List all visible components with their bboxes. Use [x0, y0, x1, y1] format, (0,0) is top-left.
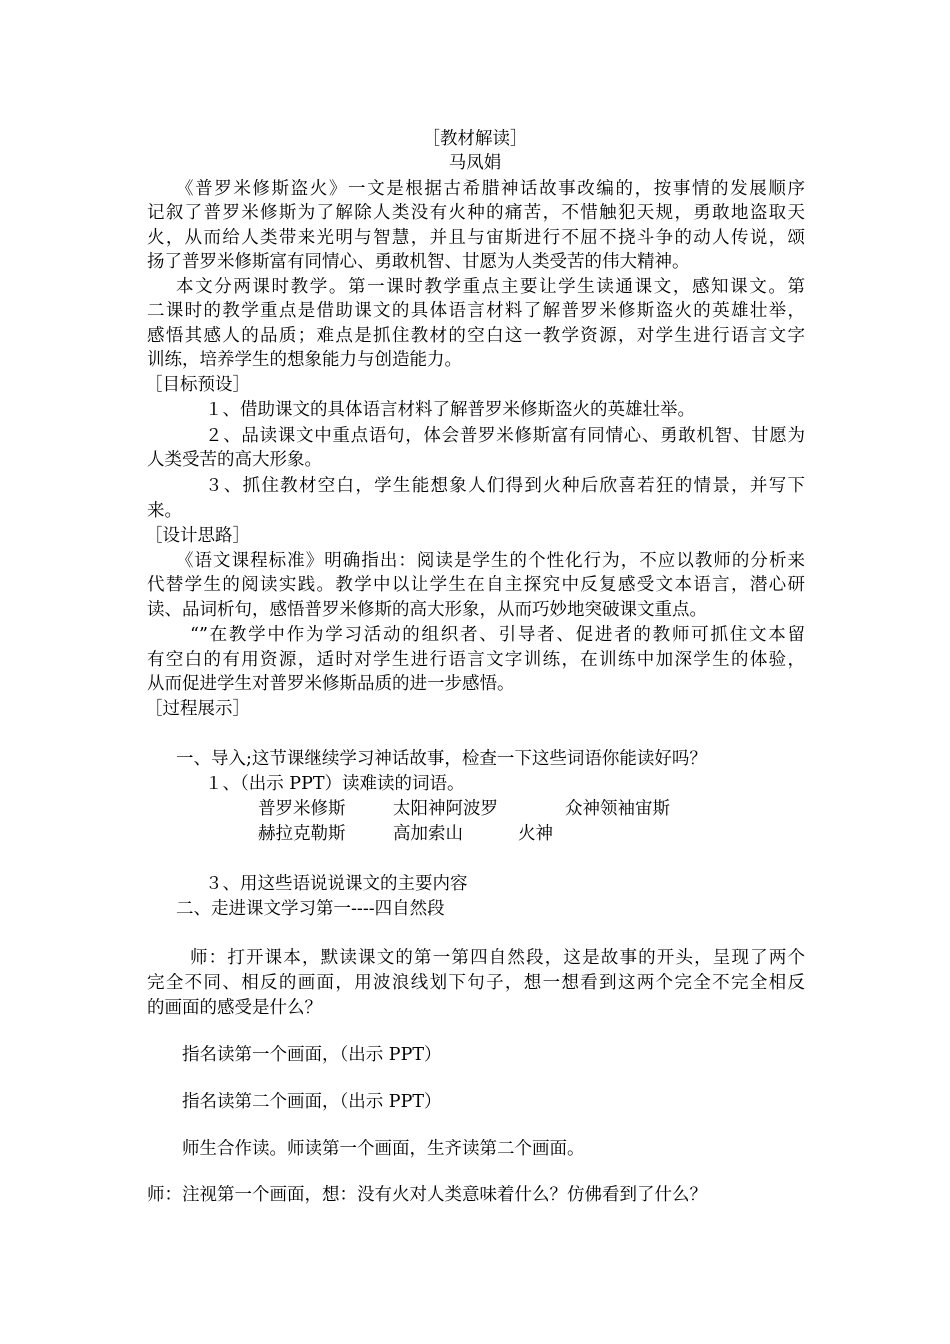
- design-p1-line3: 读、品词析句，感悟普罗米修斯的高大形象，从而巧妙地突破课文重点。: [147, 600, 707, 620]
- intro-p2-line4: 训练，培养学生的想象能力与创造能力。: [147, 350, 462, 370]
- teacher-prompt-1-line2: 完全不同、相反的画面，用波浪线划下句子，想一想看到这两个完全不完全相反: [147, 973, 805, 993]
- intro-p1-line2: 记叙了普罗米修斯为了解除人类没有火种的痛苦，不惜触犯天规，勇敢地盗取天: [147, 203, 805, 223]
- vocab-word: 众神领袖宙斯: [565, 799, 670, 819]
- goal-2-line1: ２、品读课文中重点语句，体会普罗米修斯富有同情心、勇敢机智、甘愿为: [205, 426, 805, 446]
- process-step-1-3: ３、用这些语说说课文的主要内容: [205, 874, 468, 894]
- process-step-2: 二、走进课文学习第一----四自然段: [176, 899, 445, 919]
- intro-p1-line3: 火，从而给人类带来光明与智慧，并且与宙斯进行不屈不挠斗争的动人传说，颂: [147, 228, 805, 248]
- goals-heading: ［目标预设］: [145, 375, 250, 395]
- design-p1-line1: 《语文课程标准》明确指出：阅读是学生的个性化行为，不应以教师的分析来: [176, 551, 805, 571]
- process-step-1: 一、导入;这节课继续学习神话故事，检查一下这些词语你能读好吗？: [176, 749, 707, 769]
- intro-p1-line4: 扬了普罗米修斯富有同情心、勇敢机智、甘愿为人类受苦的伟大精神。: [147, 252, 690, 272]
- vocab-word: 普罗米修斯: [258, 799, 346, 819]
- reading-instruction-3: 师生合作读。师读第一个画面，生齐读第二个画面。: [182, 1139, 585, 1159]
- teacher-prompt-1-line1: 师：打开课本，默读课文的第一第四自然段，这是故事的开头，呈现了两个: [190, 948, 805, 968]
- teacher-prompt-1-line3: 的画面的感受是什么？: [147, 998, 322, 1018]
- design-p2-line3: 从而促进学生对普罗米修斯品质的进一步感悟。: [147, 674, 515, 694]
- intro-p2-line1: 本文分两课时教学。第一课时教学重点主要让学生读通课文，感知课文。第: [176, 277, 805, 297]
- vocab-word: 高加索山: [393, 824, 463, 844]
- intro-p2-line3: 感悟其感人的品质；难点是抓住教材的空白这一教学资源，对学生进行语言文字: [147, 326, 805, 346]
- goal-3-line1: ３、抓住教材空白，学生能想象人们得到火种后欣喜若狂的情景，并写下: [205, 476, 805, 496]
- vocab-word: 火神: [518, 824, 553, 844]
- design-heading: ［设计思路］: [145, 526, 250, 546]
- goal-3-line2: 来。: [147, 501, 182, 521]
- design-p2-line1: “”在教学中作为学习活动的组织者、引导者、促进者的教师可抓住文本留: [190, 625, 805, 645]
- process-step-1-1: １、（出示 PPT）读难读的词语。: [205, 774, 465, 794]
- intro-p2-line2: 二课时的教学重点是借助课文的具体语言材料了解普罗米修斯盗火的英雄壮举，: [147, 301, 805, 321]
- author-name: 马凤娟: [448, 153, 502, 173]
- section-title: ［教材解读］: [422, 129, 528, 149]
- vocab-word: 赫拉克勒斯: [258, 824, 346, 844]
- goal-1: １、借助课文的具体语言材料了解普罗米修斯盗火的英雄壮举。: [205, 400, 695, 420]
- design-p2-line2: 有空白的有用资源，适时对学生进行语言文字训练，在训练中加深学生的体验，: [147, 650, 805, 670]
- design-p1-line2: 代替学生的阅读实践。教学中以让学生在自主探究中反复感受文本语言，潜心研: [147, 575, 805, 595]
- reading-instruction-2: 指名读第二个画面，（出示 PPT）: [182, 1092, 442, 1112]
- process-heading: ［过程展示］: [145, 699, 250, 719]
- intro-p1-line1: 《普罗米修斯盗火》一文是根据古希腊神话故事改编的，按事情的发展顺序: [176, 179, 805, 199]
- goal-2-line2: 人类受苦的高大形象。: [147, 450, 322, 470]
- vocab-word: 太阳神阿波罗: [393, 799, 498, 819]
- reading-instruction-1: 指名读第一个画面，（出示 PPT）: [182, 1045, 442, 1065]
- teacher-prompt-2: 师：注视第一个画面，想：没有火对人类意味着什么？仿佛看到了什么？: [147, 1185, 707, 1205]
